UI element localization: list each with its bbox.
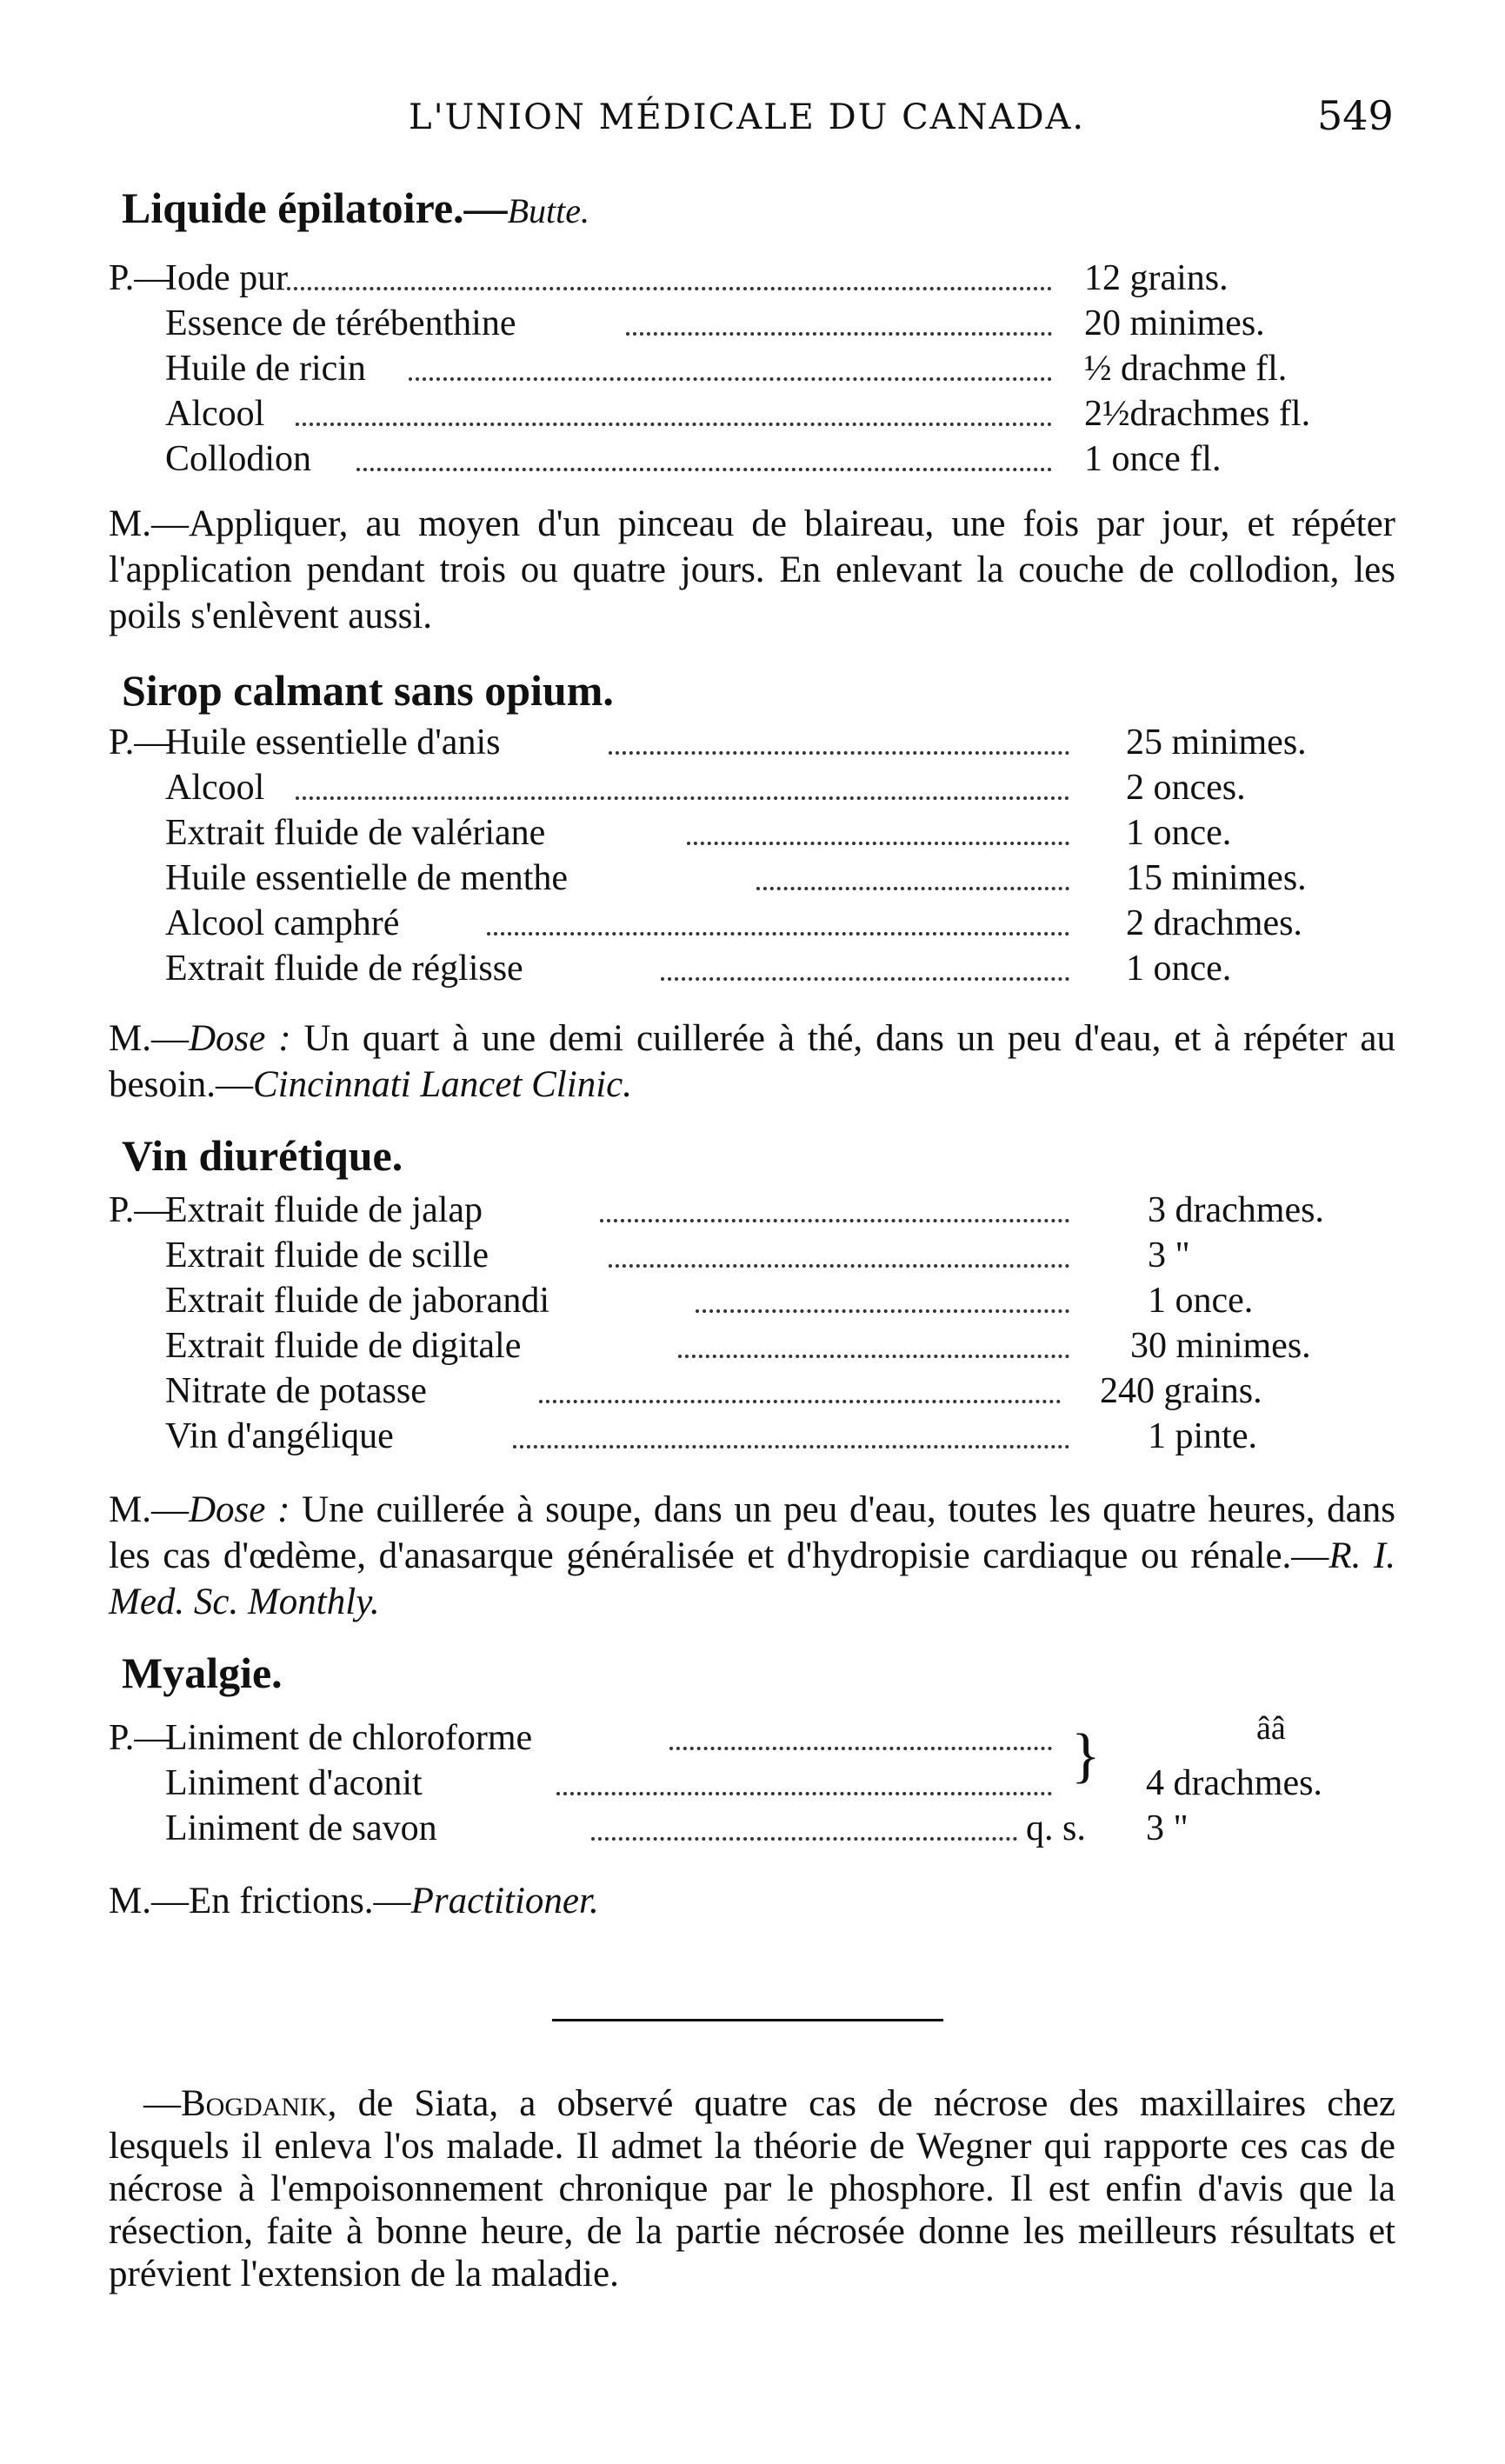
journal-title: L'UNION MÉDICALE DU CANADA.: [409, 97, 1086, 137]
leader-dots: [609, 751, 1069, 755]
ingredient-qty: 3 ": [1148, 1235, 1190, 1275]
ingredient-name: Iode pur: [165, 258, 289, 298]
ingredient-qty: 2½drachmes fl.: [1084, 394, 1311, 434]
recipe-source: Butte.: [507, 191, 589, 230]
leader-dots: [296, 423, 1052, 426]
recipe-title: Vin diurétique.: [122, 1131, 403, 1180]
ingredient-qty: 2 onces.: [1126, 768, 1246, 808]
ingredient-row: [0, 1762, 1505, 1808]
ingredient-qty: 25 minimes.: [1126, 723, 1307, 763]
prescription-prefix: P.—: [109, 1190, 171, 1230]
leader-dots: [487, 932, 1069, 936]
ingredient-row: [0, 1235, 1505, 1280]
prescription-prefix: P.—: [109, 258, 171, 298]
ingredient-row: [0, 348, 1505, 393]
leader-dots: [600, 1219, 1069, 1222]
ingredient-row: [0, 303, 1505, 348]
leader-dots: [356, 468, 1052, 471]
recipe-heading: [122, 1130, 403, 1181]
ingredient-name: Liniment de savon: [165, 1808, 437, 1848]
leader-dots: [409, 377, 1052, 381]
ingredient-qty: ½ drachme fl.: [1084, 349, 1288, 389]
leader-dots: [609, 1264, 1069, 1268]
ingredient-row: [0, 1808, 1505, 1853]
ingredient-qty: 1 once.: [1126, 813, 1232, 853]
recipe-title: Sirop calmant sans opium.: [122, 666, 614, 715]
leader-dots: [591, 1837, 1017, 1841]
ingredient-name: Collodion: [165, 439, 312, 479]
leader-dots: [556, 1792, 1052, 1795]
ingredient-row: [0, 1370, 1505, 1415]
ingredient-row: [0, 1325, 1505, 1370]
ingredient-name: Extrait fluide de réglisse: [165, 949, 523, 989]
ingredient-name: Essence de térébenthine: [165, 303, 516, 343]
leader-dots: [669, 1747, 1052, 1750]
ingredient-qty: 20 minimes.: [1084, 303, 1265, 343]
ingredient-qty: 4 drachmes.: [1146, 1763, 1322, 1803]
ingredient-qty: 3 drachmes.: [1148, 1190, 1324, 1230]
ana-mark: ââ: [1256, 1710, 1286, 1747]
leader-dots: [539, 1400, 1061, 1403]
ingredient-row: [0, 902, 1505, 948]
ingredient-row: [0, 948, 1505, 993]
ingredient-row: [0, 257, 1505, 303]
recipe-method: M.—Dose : Une cuillerée à soupe, dans un peu d'eau, toutes les quatre heures, dans les cas d'œdème, d'anasarque généralisée et d'hydropisie cardiaque ou rénale.—R. I. Med. Sc. Monthly.: [109, 1489, 1396, 1622]
recipe-method: M.—Dose : Un quart à une demi cuillerée à thé, dans un peu d'eau, et à répéter au besoin.—Cincinnati Lancet Clinic.: [109, 1018, 1395, 1105]
leader-dots: [678, 1355, 1069, 1358]
ingredient-qty: 2 drachmes.: [1126, 903, 1302, 943]
recipe-title: Liquide épilatoire.—: [122, 183, 508, 232]
leader-dots: [296, 796, 1069, 800]
ingredient-name: Extrait fluide de digitale: [165, 1326, 522, 1366]
ingredient-qty: 1 once.: [1126, 949, 1232, 989]
leader-dots: [696, 1309, 1069, 1313]
ingredient-qty: 15 minimes.: [1126, 858, 1307, 898]
ingredient-name: Huile de ricin: [165, 349, 366, 389]
ingredient-row: [0, 767, 1505, 812]
ingredient-row: [0, 722, 1505, 767]
ingredient-qty: 1 pinte.: [1148, 1416, 1257, 1456]
ingredient-row: [0, 1280, 1505, 1325]
leader-dots: [687, 842, 1069, 845]
ingredient-name: Vin d'angélique: [165, 1416, 394, 1456]
ingredient-name: Extrait fluide de valériane: [165, 813, 546, 853]
recipe-method: M.—Appliquer, au moyen d'un pinceau de blaireau, une fois par jour, et répéter l'application pendant trois ou quatre jours. En enlevant la couche de collodion, les poils s'enlèvent aussi.: [109, 503, 1395, 636]
ingredient-row: [0, 1415, 1505, 1461]
leader-dots: [626, 332, 1052, 336]
ingredient-row: [0, 438, 1505, 483]
ingredient-row: [0, 1189, 1505, 1235]
leader-dots: [513, 1445, 1069, 1448]
ingredient-qty: 1 once.: [1148, 1281, 1254, 1321]
ingredient-qty: 30 minimes.: [1130, 1326, 1311, 1366]
leader-dots: [287, 287, 1052, 290]
quantum-satis: q. s.: [1026, 1808, 1086, 1848]
section-divider: [552, 2019, 943, 2021]
closing-paragraph: —Bogdanik, de Siata, a observé quatre cas de nécrose des maxillaires chez lesquels il enleva l'os malade. Il admet la théorie de Wegner qui rapporte ces cas de nécrose à l'empoisonnement chronique par le phosphore. Il est enfin d'avis que la résection, faite à bonne heure, de la partie nécrosée donne les meilleurs résultats et prévient l'extension de la maladie.: [109, 2083, 1395, 2294]
page-number: 549: [1317, 92, 1394, 139]
ingredient-qty: 1 once fl.: [1084, 439, 1222, 479]
ingredient-name: Extrait fluide de jaborandi: [165, 1281, 550, 1321]
ingredient-row: [0, 1717, 1505, 1762]
recipe-method: M.—En frictions.—Practitioner.: [109, 1881, 599, 1921]
ingredient-name: Extrait fluide de jalap: [165, 1190, 483, 1230]
leader-dots: [661, 977, 1069, 981]
ingredient-name: Extrait fluide de scille: [165, 1235, 489, 1275]
brace-symbol: }: [1071, 1722, 1101, 1789]
page-header: [0, 92, 1505, 150]
ingredient-qty: 12 grains.: [1084, 258, 1229, 298]
ingredient-name: Nitrate de potasse: [165, 1371, 427, 1411]
recipe-heading: [122, 665, 614, 716]
ingredient-name: Huile essentielle d'anis: [165, 723, 501, 763]
ingredient-name: Alcool: [165, 394, 265, 434]
ingredient-name: Liniment de chloroforme: [165, 1718, 533, 1758]
prescription-prefix: P.—: [109, 723, 171, 763]
ingredient-name: Liniment d'aconit: [165, 1763, 423, 1803]
ingredient-row: [0, 812, 1505, 857]
ingredient-name: Alcool: [165, 768, 265, 808]
recipe-title: Myalgie.: [122, 1648, 283, 1697]
ingredient-row: [0, 393, 1505, 438]
ingredient-name: Alcool camphré: [165, 903, 400, 943]
ingredient-qty: 3 ": [1146, 1808, 1189, 1848]
prescription-prefix: P.—: [109, 1718, 171, 1758]
ingredient-qty: 240 grains.: [1100, 1371, 1262, 1411]
ingredient-row: [0, 857, 1505, 902]
leader-dots: [756, 887, 1069, 890]
recipe-heading: [122, 1648, 283, 1698]
author-name: Bogdanik: [181, 2083, 328, 2124]
recipe-heading: [122, 183, 589, 233]
ingredient-name: Huile essentielle de menthe: [165, 858, 569, 898]
